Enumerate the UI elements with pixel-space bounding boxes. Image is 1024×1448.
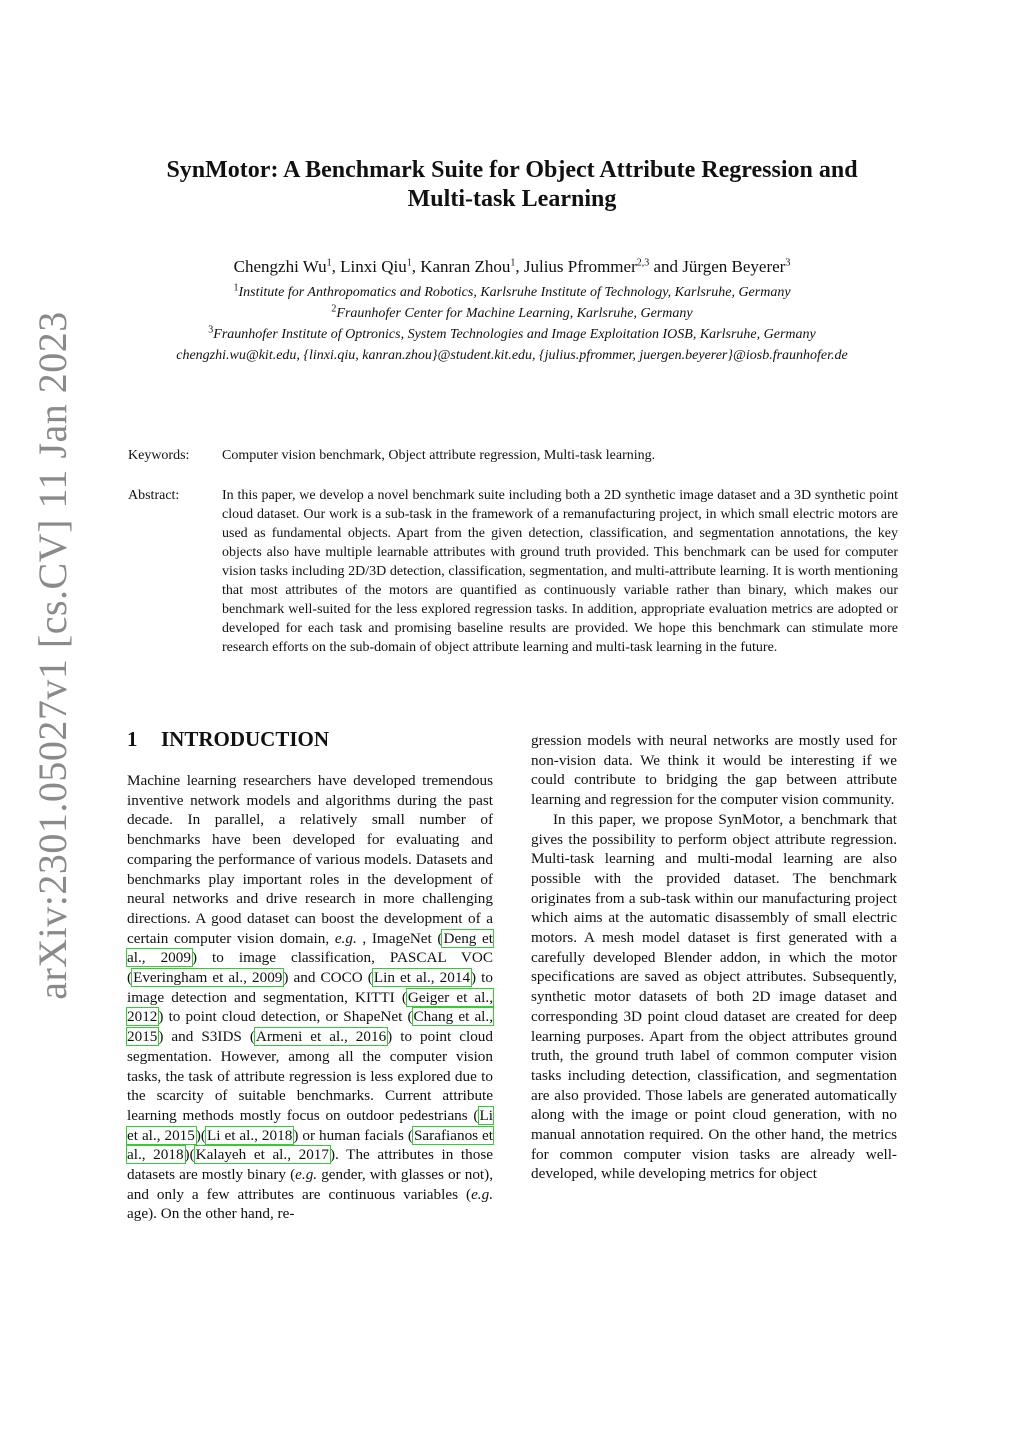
intro-paragraph-1-continued: gression models with neural networks are mostly used for non-vision data. We think it would be interesting if we could contribute to bridging the gap between attribute learning and regression for the computer vision community. xyxy=(531,732,897,809)
paragraph-text: ) to point cloud detection, or ShapeNet ( xyxy=(158,1008,413,1026)
author-affiliation-mark: 1 xyxy=(326,257,332,269)
section-title: INTRODUCTION xyxy=(161,727,330,751)
citation-link[interactable]: Li et al., 2015 xyxy=(127,1106,493,1144)
paragraph-text: ) and COCO ( xyxy=(283,969,373,987)
author: Kanran Zhou xyxy=(420,257,511,276)
keywords-label: Keywords: xyxy=(128,448,190,463)
affiliation-line: $^1$Institute for Anthropomatics and Robotics, Karlsruhe Institute of Technology, Karlsruhe, Germany xyxy=(233,282,791,300)
author-affiliation-mark: 1 xyxy=(510,257,516,269)
paragraph-text: age). On the other hand, re- xyxy=(127,1205,295,1223)
citation-link[interactable]: Lin et al., 2014 xyxy=(373,969,471,987)
author-list: Chengzhi Wu$^1$, Linxi Qiu$^1$, Kanran Zhou$^1$, Julius Pfrommer$^{2,3}$ and Jürgen Beyerer$^3$ xyxy=(233,257,791,276)
author-emails: chengzhi.wu@kit.edu, {linxi.qiu, kanran.zhou}@student.kit.edu, {julius.pfrommer, juergen.beyerer}@iosb.fraunhofer.de xyxy=(176,348,848,363)
author: Julius Pfrommer xyxy=(523,257,637,276)
title-line-1: SynMotor: A Benchmark Suite for Object Attribute Regression and xyxy=(166,157,858,183)
affiliation-line: $^3$Fraunhofer Institute of Optronics, System Technologies and Image Exploitation IOSB, Karlsruhe, Germany xyxy=(208,324,816,342)
citation-link[interactable]: Geiger et al., 2012 xyxy=(127,988,493,1026)
author-affiliation-mark: 2,3 xyxy=(636,257,650,269)
paragraph-text: ) or human facials ( xyxy=(293,1126,413,1144)
paper-title xyxy=(120,156,904,214)
paragraph-text: Machine learning researchers have developed tremendous inventive network models and algorithms during the past decade. In parallel, a relatively small number of benchmarks have been developed for evaluating and comparing the performance of various models. Datasets and benchmarks play important roles in the development of neural networks and drive research in more challenging directions. A good dataset can boost the development of a certain computer vision domain, xyxy=(127,772,493,947)
section-number: 1 xyxy=(127,727,138,751)
citation-link[interactable]: Everingham et al., 2009 xyxy=(133,969,283,987)
paragraph-text: ) to image classification, PASCAL VOC ( xyxy=(127,949,493,987)
paragraph-text: )( xyxy=(195,1126,206,1144)
abstract-label: Abstract: xyxy=(128,488,180,503)
author-affiliation-mark: 3 xyxy=(785,257,791,269)
intro-paragraph-2: In this paper, we propose SynMotor, a benchmark that gives the possibility to perform object attribute regression. Multi-task learning and multi-modal learning are also possible with the provided dataset. The benchmark originates from a sub-task within our manufacturing project which aims at the automatic disassembly of small electric motors. A mesh model dataset is first generated with a carefully developed Blender addon, in which the motor specifications are saved as object attributes. Subsequently, synthetic motor datasets of both 2D image dataset and corresponding 3D point cloud dataset are created for deep learning purposes. Apart from the object attributes ground truth, the ground truth label of common computer vision tasks including detection, classification, and segmentation are also provided. Those labels are generated automatically along with the image or point cloud generation, with no manual annotation required. On the other hand, the metrics for common computer vision tasks are already well-developed, while developing metrics for object xyxy=(531,810,897,1183)
abstract-text: In this paper, we develop a novel benchmark suite including both a 2D synthetic image dataset and a 3D synthetic point cloud dataset. Our work is a sub-task in the framework of a remanufacturing project, in which small electric motors are used as fundamental objects. Apart from the given detection, classification, and segmentation annotations, the key objects also have multiple learnable attributes with ground truth provided. This benchmark can be used for computer vision tasks including 2D/3D detection, classification, segmentation, and multi-attribute learning. It is worth mentioning that most attributes of the motors are quantified as continuously variable rather than binary, which makes our benchmark well-suited for the less explored regression tasks. In addition, appropriate evaluation metrics are adopted or developed for each task and promising baseline results are provided. We hope this benchmark can stimulate more research efforts on the sub-domain of object attribute learning and multi-task learning in the future. xyxy=(222,488,898,655)
paragraph-text: , ImageNet ( xyxy=(356,929,443,947)
citation-link[interactable]: Sarafianos et al., 2018 xyxy=(127,1126,494,1164)
paragraph-text: ) to point cloud segmentation. However, among all the computer vision tasks, the task of attribute regression is less explored due to the scarcity of suitable benchmarks. Current attribute learning methods mostly focus on outdoor pedestrians ( xyxy=(127,1028,493,1124)
left-column xyxy=(127,727,493,1224)
keywords-text: Computer vision benchmark, Object attribute regression, Multi-task learning. xyxy=(222,448,656,463)
citation-link[interactable]: Kalayeh et al., 2017 xyxy=(195,1146,329,1164)
paragraph-text: gender, with glasses or not), and only a few attributes are continuous variables ( xyxy=(127,1166,493,1203)
citation-link[interactable]: Li et al., 2018 xyxy=(206,1126,293,1144)
author: Jürgen Beyerer xyxy=(682,257,786,276)
paragraph-text: ) and S3IDS ( xyxy=(158,1028,255,1046)
citation-link[interactable]: Armeni et al., 2016 xyxy=(255,1028,387,1046)
emphasis-text: e.g. xyxy=(295,1166,318,1184)
right-column xyxy=(531,731,897,1184)
title-line-2: Multi-task Learning xyxy=(407,186,617,212)
affiliations xyxy=(100,282,924,366)
emphasis-text: e.g. xyxy=(334,929,357,947)
paragraph-text: ) to image detection and segmentation, KITTI ( xyxy=(127,969,493,1006)
emphasis-text: e.g. xyxy=(471,1185,493,1203)
author-affiliation-mark: 1 xyxy=(406,257,412,269)
section-heading xyxy=(127,727,493,751)
intro-paragraph-1 xyxy=(127,771,493,1224)
paragraph-text: ). The attributes in those datasets are mostly binary ( xyxy=(127,1146,493,1184)
affiliation-line: $^2$Fraunhofer Center for Machine Learning, Karlsruhe, Germany xyxy=(331,303,693,321)
arxiv-id: arXiv:2301.05027v1 [cs.CV] 11 Jan 2023 xyxy=(29,310,75,1000)
paragraph-text: )( xyxy=(184,1146,195,1164)
citation-link[interactable]: Chang et al., 2015 xyxy=(127,1008,493,1046)
author: Linxi Qiu xyxy=(340,257,407,276)
arxiv-watermark xyxy=(28,255,76,1055)
citation-link[interactable]: Deng et al., 2009 xyxy=(127,929,494,967)
author: Chengzhi Wu xyxy=(233,257,327,276)
